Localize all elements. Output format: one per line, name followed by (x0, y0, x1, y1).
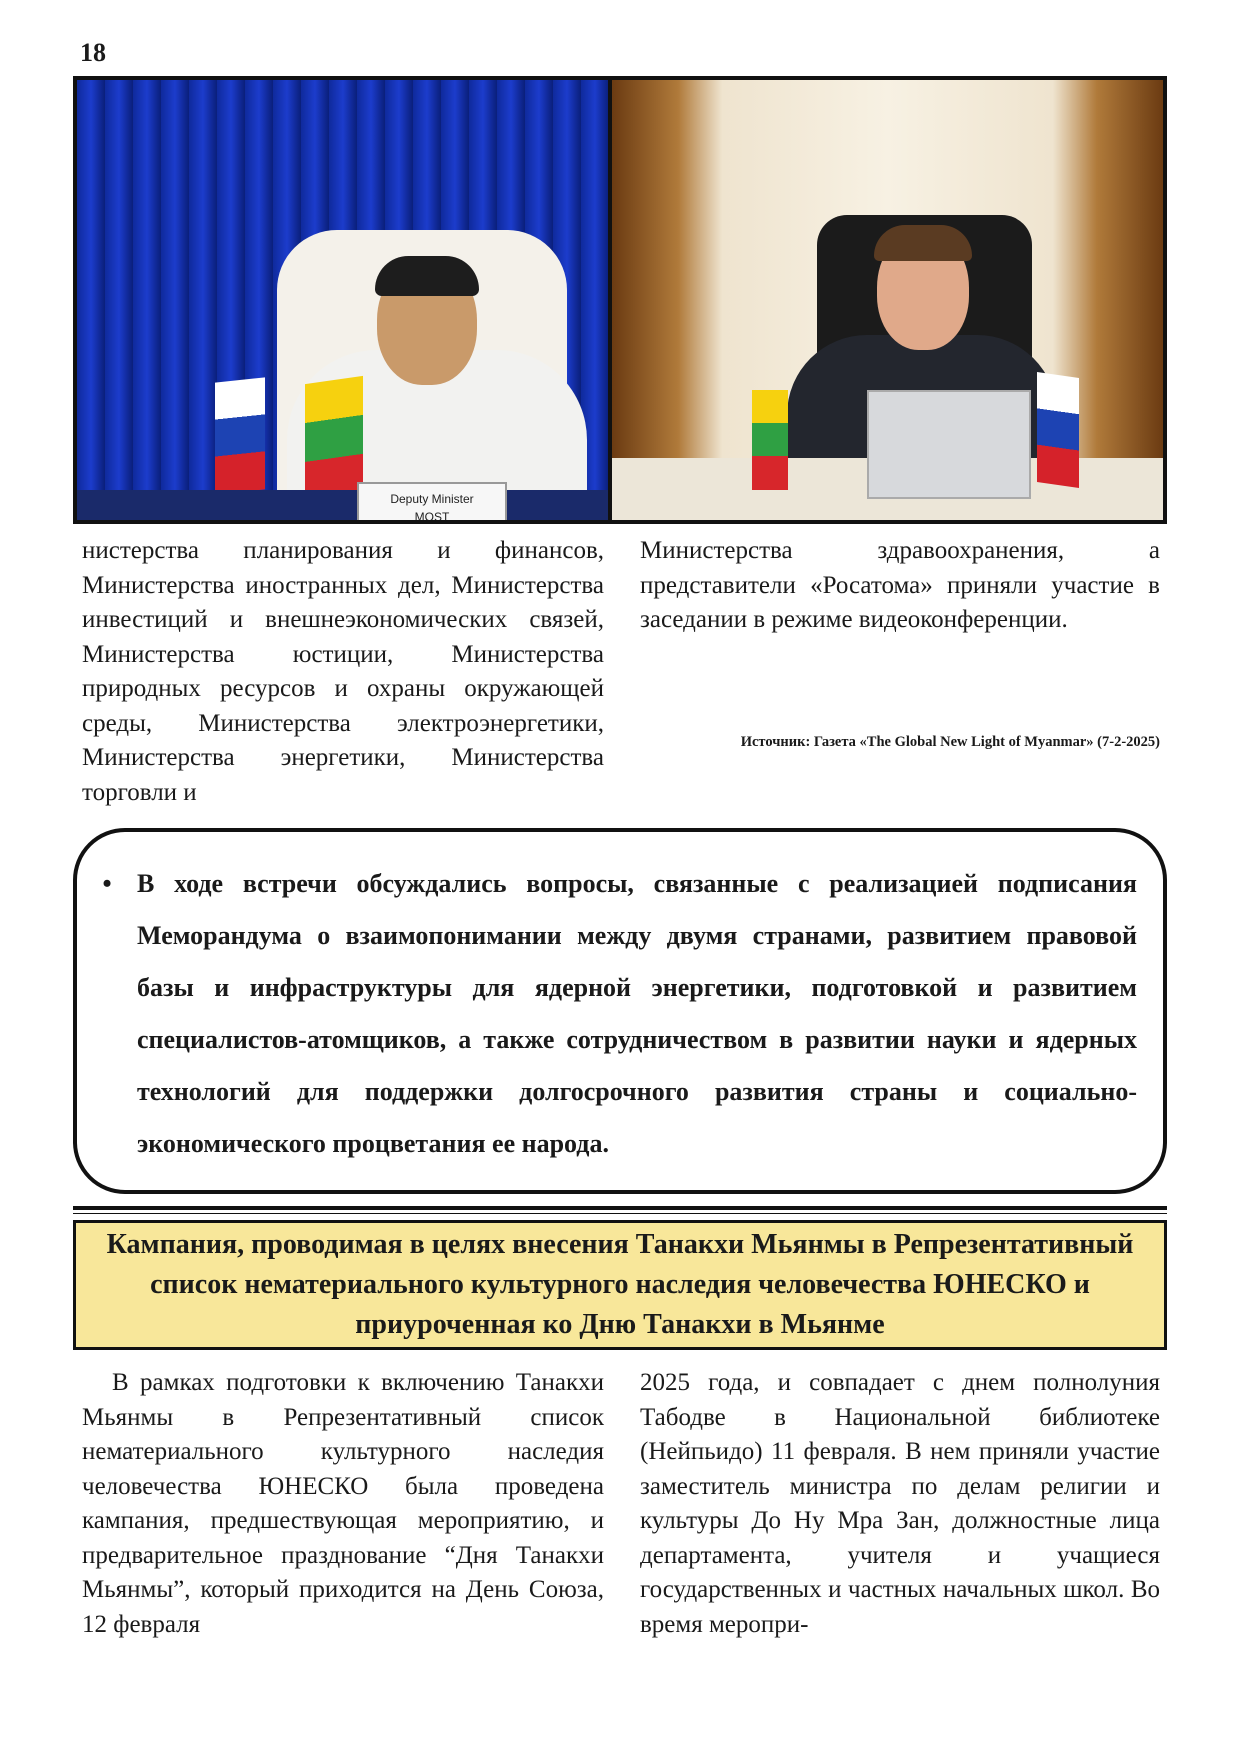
photo-rosatom-official (612, 80, 1163, 520)
russia-flag-icon (1037, 372, 1079, 488)
photo-deputy-minister (77, 80, 612, 520)
photo-strip (73, 76, 1167, 524)
article-column-top-right (640, 534, 1160, 638)
page-number: 18 (80, 38, 106, 67)
source-caption: Источник: Газета «The Global New Light of Myanmar» (7-2-2025) (740, 734, 1160, 750)
highlight-text: В ходе встречи обсуждались вопросы, связанные с реализацией подписания Меморандума о взаимопонимании между двумя странами, развитием правовой базы и инфраструктуры для ядерной энергетики, подготовкой и развитием специалистов-атомщиков, а также сотрудничеством в развитии науки и ядерных технологий для поддержки долгосрочного развития страны и социально-экономического процветания ее народа. (137, 869, 1137, 1158)
highlight-item (102, 858, 1137, 1170)
highlight-box (73, 828, 1167, 1194)
nameplate-line-2: MOST (414, 510, 450, 520)
myanmar-flag-icon (752, 390, 788, 490)
bullet-icon: • (102, 869, 112, 898)
monitor-shape (867, 390, 1031, 499)
russia-flag-icon (215, 377, 265, 494)
article-column-bottom-right (640, 1366, 1160, 1642)
desk-shape (77, 490, 612, 520)
section-heading-box (73, 1220, 1167, 1350)
paragraph: Министерства здравоохранения, а представители «Росатома» приняли участие в заседании в режиме видеоконференции. (640, 537, 1160, 633)
person-hair-shape (375, 256, 479, 296)
article-column-top-left (82, 534, 604, 810)
paragraph: нистерства планирования и финансов, Министерства иностранных дел, Министерства инвестиций и внешнеэкономических связей, Министерства юстиции, Министерства природных ресурсов и охраны окружающей среды, Министерства электроэнергетики, Министерства энергетики, Министерства торговли и (82, 537, 604, 806)
section-heading: Кампания, проводимая в целях внесения Танакхи Мьянмы в Репрезентативный список нематериального культурного наследия человечества ЮНЕСКО и приуроченная ко Дню Танакхи в Мьянме (106, 1229, 1134, 1340)
section-divider (73, 1206, 1167, 1214)
paragraph: 2025 года, и совпадает с днем полнолуния Табодве в Национальной библиотеке (Нейпьидо) 11 февраля. В нем приняли участие заместитель министра по делам религии и культуры До Ну Мра Зан, должностные лица департамента, учителя и учащиеся государственных и частных начальных школ. Во время меропри- (640, 1369, 1160, 1638)
myanmar-flag-icon (305, 376, 363, 502)
article-column-bottom-left (82, 1366, 604, 1642)
nameplate (357, 482, 507, 520)
paragraph: В рамках подготовки к включению Танакхи Мьянмы в Репрезентативный список нематериального культурного наследия человечества ЮНЕСКО была проведена кампания, предшествующая мероприятию, и предварительное празднование “Дня Танакхи Мьянмы”, который приходится на День Союза, 12 февраля (82, 1369, 604, 1638)
nameplate-line-1: Deputy Minister (390, 492, 474, 506)
person-hair-shape (874, 225, 972, 261)
